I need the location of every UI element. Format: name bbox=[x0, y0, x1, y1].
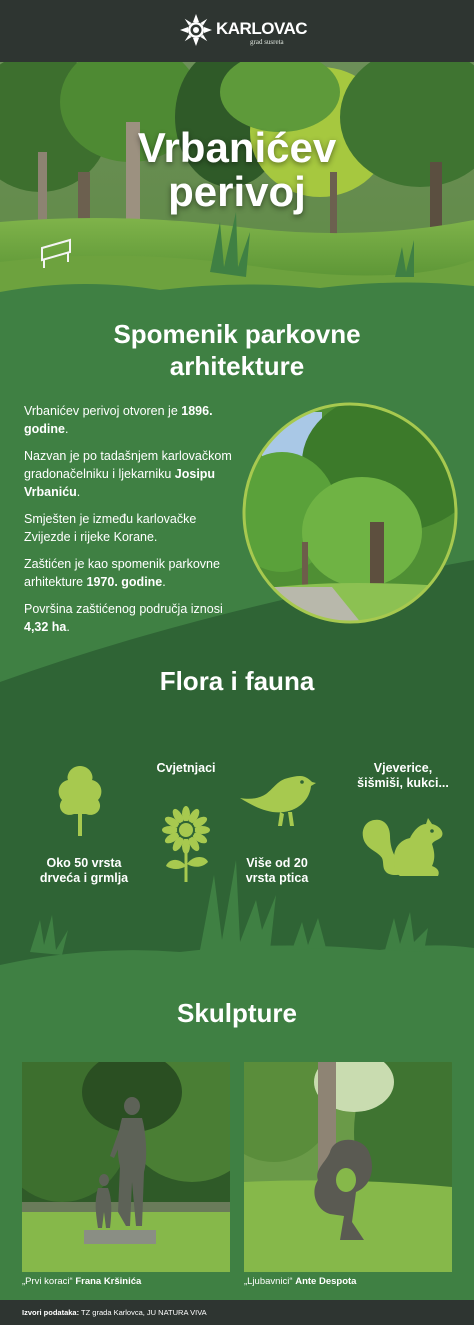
fact-item: Nazvan je po tadašnjem karlovačkom gradonačelniku i ljekarniku Josipu Vrbaniću. bbox=[24, 449, 232, 499]
hero-title-line2: perivoj bbox=[168, 168, 306, 215]
footer-bar bbox=[0, 1300, 474, 1325]
fact-item: Zaštićen je kao spomenik parkovne arhitekture 1970. godine. bbox=[24, 557, 220, 589]
karlovac-star-icon bbox=[180, 14, 212, 46]
architecture-title-line1: Spomenik parkovne bbox=[113, 319, 361, 349]
park-path-photo bbox=[242, 402, 458, 624]
sculpture-photo-ljubavnici bbox=[244, 1062, 452, 1272]
sculpture-caption-1: „Prvi koraci“ Frana Kršinića bbox=[22, 1276, 142, 1287]
karlovac-logo[interactable] bbox=[180, 14, 308, 48]
fact-item: Vrbanićev perivoj otvoren je 1896. godine. bbox=[24, 404, 213, 436]
logo-name: KARLOVAC bbox=[216, 19, 308, 38]
sunflower-icon bbox=[160, 806, 212, 884]
park-facts-list bbox=[24, 402, 246, 645]
bird-icon bbox=[238, 768, 316, 830]
hero-title-line1: Vrbanićev bbox=[137, 124, 337, 171]
sculpture-photo-prvi-koraci bbox=[22, 1062, 230, 1272]
flowers-label: Cvjetnjaci bbox=[156, 761, 216, 775]
architecture-section-title bbox=[0, 318, 474, 382]
fact-item: Površina zaštićenog područja iznosi 4,32 ha. bbox=[24, 602, 223, 634]
sculptures-title: Skulpture bbox=[177, 998, 297, 1028]
logo-tagline: grad susreta bbox=[250, 38, 284, 46]
sculpture-caption-2: „Ljubavnici“ Ante Despota bbox=[244, 1276, 357, 1287]
fact-item: Smješten je između karlovačke Zvijezde i rijeke Korane. bbox=[24, 512, 197, 544]
hero-park-photo bbox=[0, 62, 474, 302]
animals-label: Vjeverice, šišmiši, kukci... bbox=[357, 761, 449, 790]
squirrel-icon bbox=[360, 814, 448, 880]
flora-fauna-title: Flora i fauna bbox=[159, 666, 315, 696]
tree-icon bbox=[54, 764, 106, 838]
header-bar bbox=[0, 0, 474, 62]
sources-note: Izvori podataka: TZ grada Karlovca, JU NATURA VIVA bbox=[22, 1308, 207, 1317]
architecture-title-line2: arhitekture bbox=[169, 351, 305, 381]
trees-label: Oko 50 vrsta drveća i grmlja bbox=[39, 856, 129, 885]
birds-label: Više od 20 vrsta ptica bbox=[245, 856, 309, 885]
hero-title bbox=[0, 126, 474, 214]
